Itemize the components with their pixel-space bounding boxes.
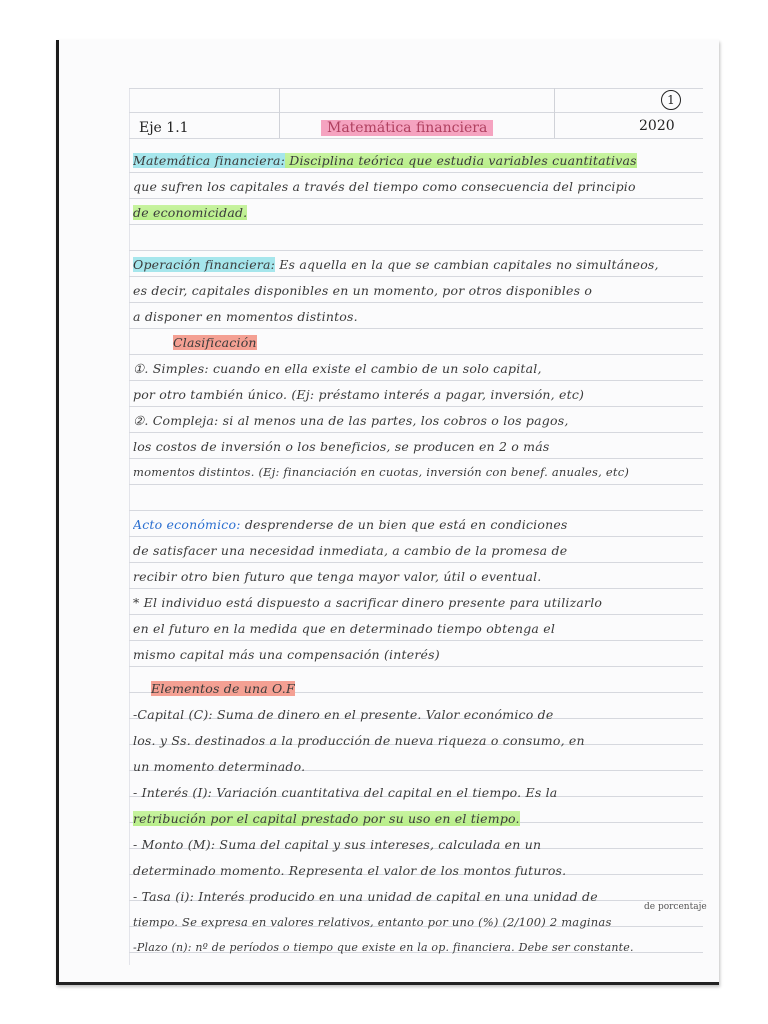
def1-line-3 [133,205,693,220]
acto-line-4: * El individuo está dispuesto a sacrificar dinero presente para utilizarlo [133,595,603,610]
simple-line-1: ①. Simples: cuando en ella existe el cambio de un solo capital, [133,361,542,376]
header-rule-top [129,88,703,89]
def2-line-1 [133,257,693,272]
complex-line-2: los costos de inversión o los beneficios, se producen en 2 o más [133,439,550,454]
def1-line-2: que sufren los capitales a través del tiempo como consecuencia del principio [133,179,636,194]
acto-line-5: en el futuro en la medida que en determinado tiempo obtenga el [133,621,556,636]
acto-line-3: recibir otro bien futuro que tenga mayor valor, útil o eventual. [133,569,542,584]
rate-line-2: tiempo. Se expresa en valores relativos, entanto por uno (%) (2/100) 2 maginas [133,915,612,929]
header-left: Eje 1.1 [139,120,189,136]
header-rule-mid [129,112,703,113]
page-title [321,120,493,136]
simple-text-2: por otro también único. (Ej: préstamo interés a pagar, inversión, etc) [133,387,585,402]
acto-line-6: mismo capital más una compensación (interés) [133,647,440,662]
margin-line [129,88,130,965]
header-rule-bottom [129,138,703,139]
acto-line-1 [133,517,693,532]
simple-line-2 [133,387,693,402]
acto-text-1: desprenderse de un bien que está en condiciones [240,517,568,532]
page-title-text: Matemática financiera [321,120,493,136]
amount-line-1: - Monto (M): Suma del capital y sus intereses, calculada en un [133,837,542,852]
interest-line-2 [133,811,693,826]
acto-line-2: de satisfacer una necesidad inmediata, a cambio de la promesa de [133,543,568,558]
acto-term: Acto económico: [133,517,241,532]
def1-term: Matemática financiera: [133,153,286,168]
header-year: 2020 [639,118,675,134]
capital-line-2: los. y Ss. destinados a la producción de nueva riqueza o consumo, en [133,733,585,748]
def1-text-3: de economicidad. [133,205,248,220]
def1-text-1: Disciplina teórica que estudia variables cuantitativas [285,153,637,168]
complex-line-3: momentos distintos. (Ej: financiación en cuotas, inversión con benef. anuales, etc) [133,465,630,479]
rate-side-note: de porcentaje [644,902,707,912]
capital-line-3: un momento determinado. [133,759,306,774]
page-number: 1 [661,90,681,110]
interest-line-1: - Interés (I): Variación cuantitativa del capital en el tiempo. Es la [133,785,558,800]
def2-line-2: es decir, capitales disponibles en un momento, por otros disponibles o [133,283,593,298]
elements-heading [151,681,711,696]
header-divider-right [554,88,555,138]
header-divider-left [279,88,280,138]
amount-line-2: determinado momento. Representa el valor de los montos futuros. [133,863,567,878]
interest-text-2: retribución por el capital prestado por su uso en el tiempo. [133,811,520,826]
capital-line-1: -Capital (C): Suma de dinero en el presente. Valor económico de [133,707,554,722]
classification-heading [173,335,719,350]
term-line-1: -Plazo (n): nº de períodos o tiempo que existe en la op. financiera. Debe ser constante. [133,941,634,954]
notebook-page [56,40,719,985]
elements-title: Elementos de una O.F [151,681,295,696]
def2-line-3: a disponer en momentos distintos. [133,309,358,324]
def2-text-1: Es aquella en la que se cambian capitales no simultáneos, [275,257,659,272]
def1-line-1 [133,153,693,168]
classification-title: Clasificación [173,335,257,350]
def2-term: Operación financiera: [133,257,276,272]
rate-line-1: - Tasa (i): Interés producido en una unidad de capital en una unidad de [133,889,598,904]
complex-line-1: ②. Compleja: si al menos una de las partes, los cobros o los pagos, [133,413,569,428]
